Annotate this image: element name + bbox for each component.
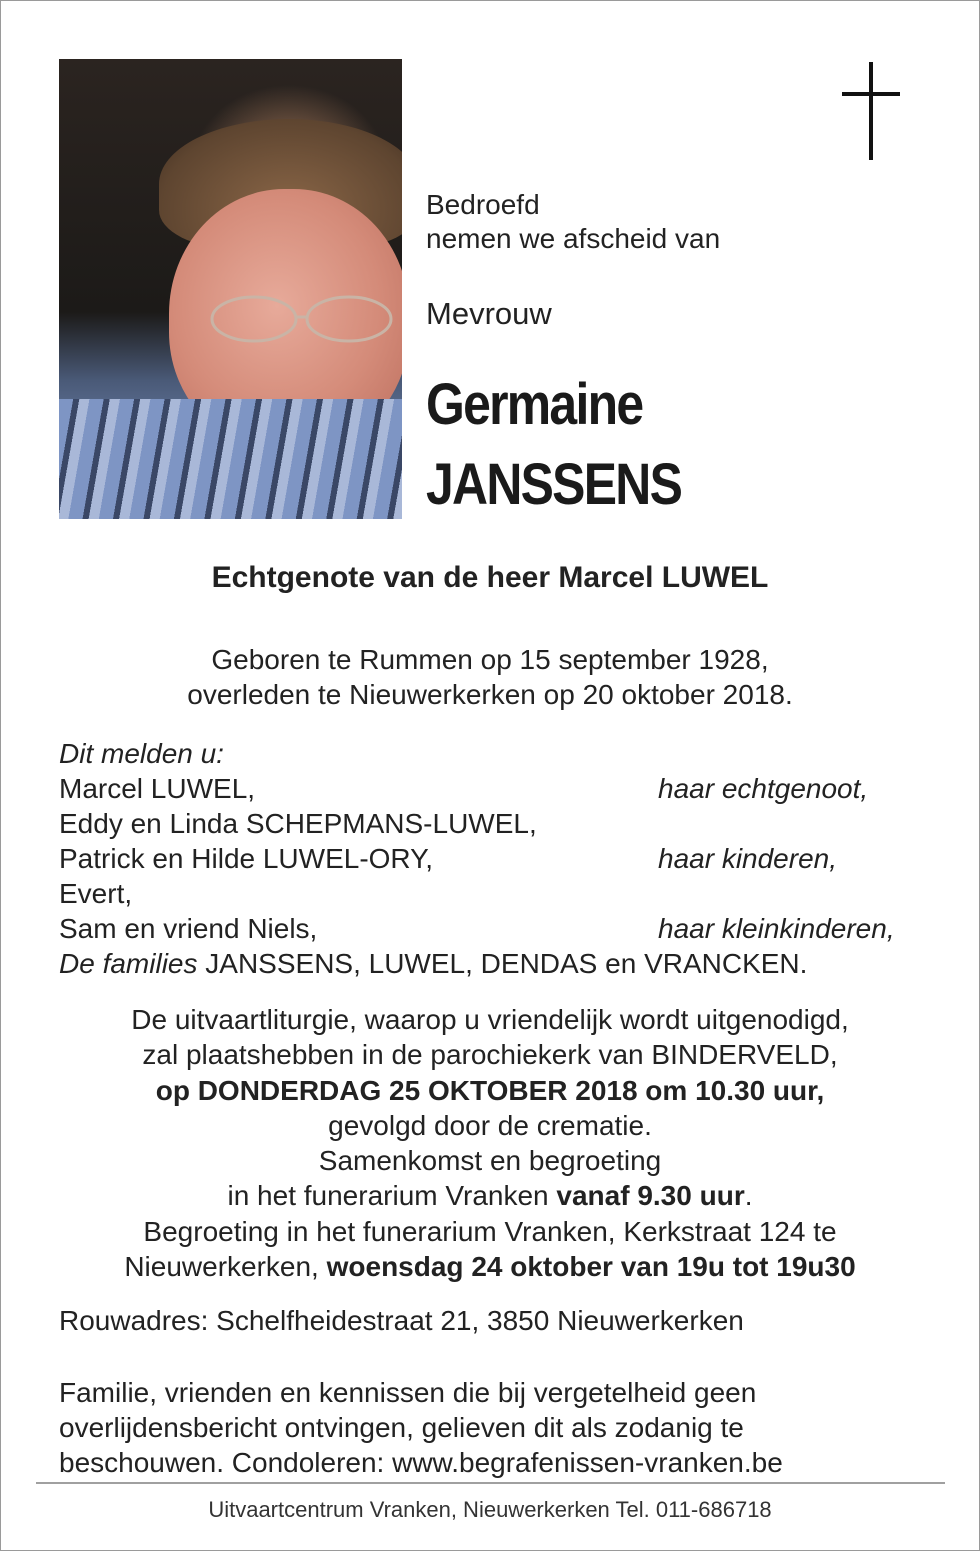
family-row [59, 876, 939, 911]
ceremony-line-6-bold: vanaf 9.30 uur [556, 1180, 745, 1212]
note-line-1: Familie, vrienden en kennissen die bij vergetelheid geen [59, 1377, 757, 1408]
footer-divider [36, 1482, 945, 1484]
ceremony-line-6 [0, 1178, 980, 1213]
death-line: overleden te Nieuwerkerken op 20 oktober 2018. [187, 679, 793, 710]
family-heading: Dit melden u: [59, 738, 224, 769]
family-relation: haar kinderen, [658, 843, 838, 874]
families-names: JANSSENS, LUWEL, DENDAS en VRANCKEN. [197, 948, 808, 979]
family-relation: haar kleinkinderen, [658, 913, 895, 944]
ceremony-line-2: zal plaatshebben in de parochiekerk van BINDERVELD, [142, 1039, 838, 1071]
families-prefix: De families [59, 948, 198, 979]
ceremony-line-6-prefix: in het funerarium Vranken [227, 1180, 557, 1212]
family-member-name: Evert, [59, 878, 133, 909]
ceremony-date-bold: op DONDERDAG 25 OKTOBER 2018 om 10.30 uur, [155, 1074, 825, 1106]
ceremony-line-8-prefix: Nieuwerkerken, [124, 1251, 327, 1283]
family-row [59, 806, 939, 841]
honorific: Mevrouw [426, 296, 552, 331]
portrait-shirt [59, 399, 402, 519]
spouse-line: Echtgenote van de heer Marcel LUWEL [211, 561, 769, 594]
portrait-photo [59, 59, 402, 519]
portrait-glasses [199, 289, 402, 349]
mourning-address: Rouwadres: Schelfheidestraat 21, 3850 Nieuwerkerken [59, 1305, 744, 1336]
ceremony-line-5: Samenkomst en begroeting [318, 1145, 662, 1177]
cross-icon [842, 62, 900, 160]
deceased-first-name: Germaine [426, 372, 643, 437]
family-announcement [59, 736, 939, 981]
family-row [59, 911, 939, 946]
closing-note [59, 1375, 939, 1480]
note-line-2: overlijdensbericht ontvingen, gelieven dit als zodanig te [59, 1412, 744, 1443]
family-member-name: Marcel LUWEL, [59, 773, 256, 804]
ceremony-line-6-suffix: . [744, 1180, 753, 1212]
intro-line-2: nemen we afscheid van [426, 223, 721, 254]
note-line-3: beschouwen. Condoleren: www.begrafenissen-vranken.be [59, 1447, 783, 1478]
family-member-name: Eddy en Linda SCHEPMANS-LUWEL, [59, 808, 537, 839]
family-member-name: Patrick en Hilde LUWEL-ORY, [59, 843, 433, 874]
ceremony-line-8 [0, 1249, 980, 1284]
ceremony-date [0, 1073, 980, 1108]
ceremony-line-7: Begroeting in het funerarium Vranken, Kerkstraat 124 te [143, 1215, 837, 1247]
birth-line: Geboren te Rummen op 15 september 1928, [211, 644, 769, 675]
ceremony-line-4: gevolgd door de crematie. [328, 1109, 652, 1141]
intro-text [426, 188, 720, 256]
deceased-last-name: JANSSENS [426, 452, 682, 517]
family-row [59, 771, 939, 806]
families-line [59, 946, 939, 981]
family-member-name: Sam en vriend Niels, [59, 913, 318, 944]
ceremony-line-8-bold: woensdag 24 oktober van 19u tot 19u30 [326, 1251, 856, 1283]
ceremony-line-1: De uitvaartliturgie, waarop u vriendelijk wordt uitgenodigd, [131, 1004, 849, 1035]
funeral-home-footer: Uitvaartcentrum Vranken, Nieuwerkerken Tel. 011-686718 [208, 1497, 772, 1522]
ceremony-info [0, 1002, 980, 1284]
family-relation: haar echtgenoot, [658, 773, 869, 804]
life-dates [0, 642, 980, 712]
family-row [59, 841, 939, 876]
intro-line-1: Bedroefd [426, 189, 540, 220]
